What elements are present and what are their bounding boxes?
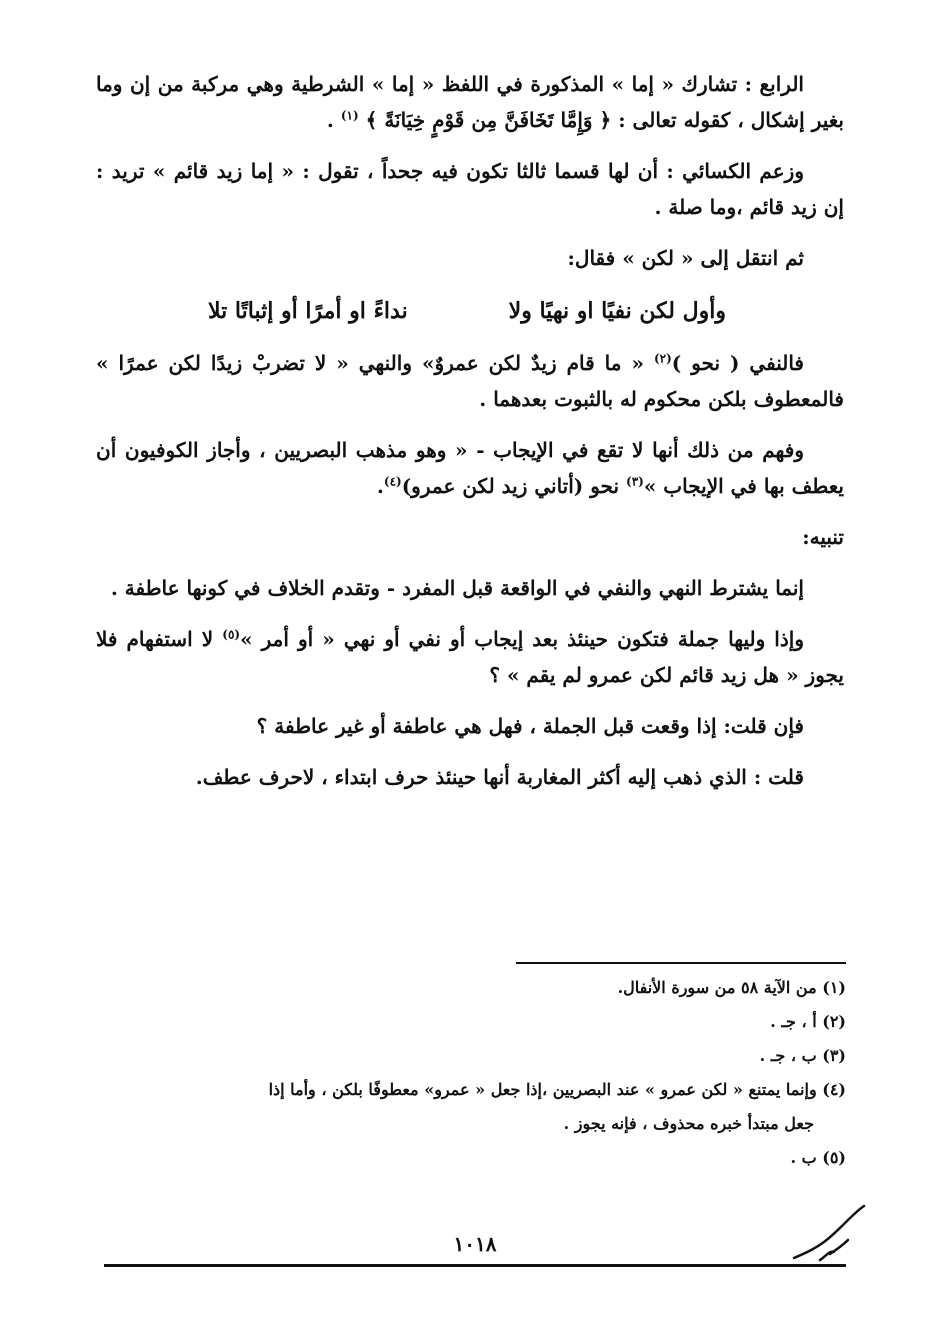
paragraph-lakin-intro: ثم انتقل إلى « لكن » فقال: [567, 246, 804, 270]
paragraph-text: وفهم من ذلك أنها لا تقع في الإيجاب - « وهو مذهب البصريين ، وأجاز الكوفيون أن يعطف بها في الإيجاب » [96, 438, 844, 498]
paragraph-affirmation: وفهم من ذلك أنها لا تقع في الإيجاب - « وهو مذهب البصريين ، وأجاز الكوفيون أن يعطف بها في الإيجاب »$^{(٣)}$ نحو (أتاني زيد لكن عمرو)$^{(٤)}$. [96, 438, 844, 498]
footnote-4-continued: جعل مبتدأ خبره محذوف ، فإنه يجوز . [563, 1114, 814, 1133]
paragraph-text: نحو (أتاني زيد لكن عمرو) [401, 474, 620, 498]
verse-second-hemistich: نداءً او أمرًا أو إثباتًا تلا [208, 298, 408, 324]
footnote-ref: (٤) [383, 474, 402, 489]
paragraph-text: الرابع : تشارك « إما » المذكورة في اللفظ « إما » الشرطية وهي مركبة من إن وما بغير إشكال ، كقوله تعالى : ﴿ وَإِمَّا تَخَافَنَّ مِن قَوْمٍ خِيَانَةً ﴾ [96, 72, 844, 132]
footnote-ref: (٥) [222, 627, 241, 642]
main-text [96, 66, 844, 810]
footnote-3: (٣) ب ، جـ . [759, 1046, 846, 1065]
footnote-ref: (١) [340, 108, 359, 123]
signature-mark-icon [790, 1200, 870, 1264]
bottom-rule [104, 1264, 846, 1267]
footnote-separator [516, 962, 846, 964]
paragraph-answer: قلت : الذي ذهب إليه أكثر المغاربة أنها حينئذ حرف ابتداء ، لاحرف عطف. [195, 765, 804, 789]
paragraph-condition: إنما يشترط النهي والنفي في الواقعة قبل المفرد - وتقدم الخلاف في كونها عاطفة . [110, 576, 804, 600]
footnote-ref: (٣) [626, 474, 644, 489]
footnotes [100, 972, 846, 1176]
paragraph-text: « ما قام زيدٌ لكن عمروٌ» والنهي « لا تضربْ زيدًا لكن عمرًا » فالمعطوف بلكن محكوم له بالثبوت بعدهما . [96, 351, 844, 411]
poetry-verse [208, 291, 726, 331]
paragraph-fourth: الرابع : تشارك « إما » المذكورة في اللفظ « إما » الشرطية وهي مركبة من إن وما بغير إشكال ، كقوله تعالى : ﴿ وَإِمَّا تَخَافَنَّ مِن قَوْمٍ خِيَانَةً ﴾ $^{(١)}$ . [96, 72, 844, 132]
footnote-1: (١) من الآية ٥٨ من سورة الأنفال. [617, 978, 846, 997]
footnote-4: (٤) وإنما يمتنع « لكن عمرو » عند البصريين ،إذا جعل « عمرو» معطوفًا بلكن ، وأما إذا [268, 1080, 846, 1099]
paragraph-question: فإن قلت: إذا وقعت قبل الجملة ، فهل هي عاطفة أو غير عاطفة ؟ [256, 714, 804, 738]
page-number: ١٠١٨ [453, 1232, 497, 1256]
footnote-2: (٢) أ ، جـ . [770, 1012, 846, 1031]
paragraph-kisai: وزعم الكسائي : أن لها قسما ثالثا تكون فيه جحداً ، تقول : « إما زيد قائم » تريد : إن زيد قائم ،وما صلة . [96, 159, 844, 219]
footnote-5: (٥) ب . [790, 1148, 846, 1167]
verse-first-hemistich: وأول لكن نفيًا او نهيًا ولا [508, 298, 726, 324]
paragraph-text: فالنفي ( نحو ) [671, 351, 804, 375]
paragraph-sentence-after [96, 621, 844, 693]
paragraph-text: لا استفهام فلا يجوز « هل زيد قائم لكن عمرو لم يقم » ؟ [96, 627, 844, 687]
paragraph-negation-example [96, 345, 844, 417]
paragraph-text: وإذا وليها جملة فتكون حينئذ بعد إيجاب أو نفي أو نهي « أو أمر » [240, 627, 804, 651]
section-heading: تنبيه: [802, 525, 844, 549]
footnote-ref: (٢) [653, 351, 672, 366]
